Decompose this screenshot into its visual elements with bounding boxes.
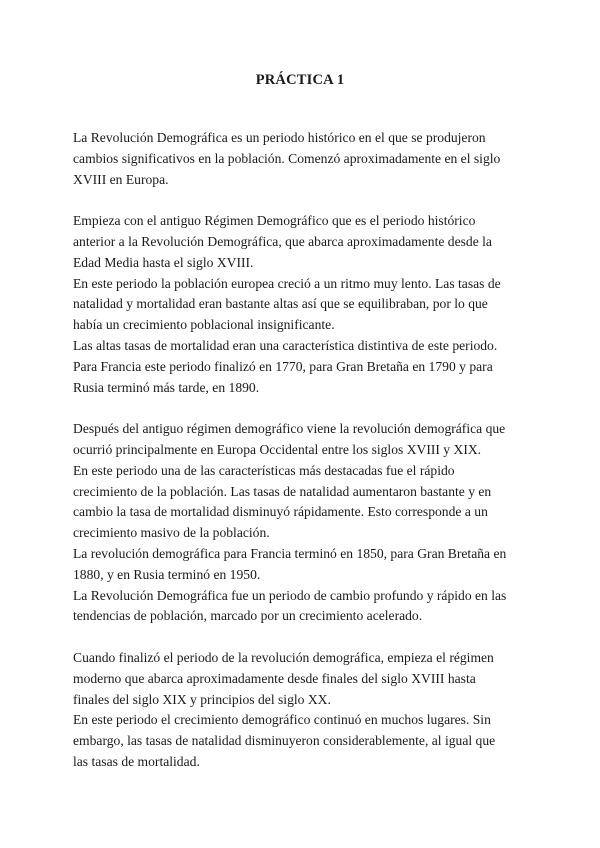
text-line: XVIII en Europa. — [73, 171, 169, 187]
text-line: La Revolución Demográfica fue un periodo de cambio profundo y rápido en las — [73, 587, 507, 603]
document-title: PRÁCTICA 1 — [255, 72, 345, 88]
text-line: En este periodo una de las características más destacadas fue el rápido — [73, 462, 455, 478]
text-line: Rusia terminó más tarde, en 1890. — [73, 379, 260, 395]
document-body — [73, 128, 533, 794]
text-line: tendencias de población, marcado por un crecimiento acelerado. — [73, 608, 423, 624]
paragraph-3 — [73, 419, 533, 627]
text-line: moderno que abarca aproximadamente desde finales del siglo XVIII hasta — [73, 670, 476, 686]
text-line: embargo, las tasas de natalidad disminuyeron considerablemente, al igual que — [73, 733, 496, 749]
text-line: natalidad y mortalidad eran bastante altas así que se equilibraban, por lo que — [73, 296, 488, 312]
text-line: ocurrió principalmente en Europa Occidental entre los siglos XVIII y XIX. — [73, 441, 482, 457]
text-line: cambios significativos en la población. Comenzó aproximadamente en el siglo — [73, 150, 501, 166]
text-line: finales del siglo XIX y principios del siglo XX. — [73, 691, 331, 707]
text-line: crecimiento masivo de la población. — [73, 525, 270, 541]
text-line: crecimiento de la población. Las tasas de natalidad aumentaron bastante y en — [73, 483, 492, 499]
text-line: había un crecimiento poblacional insignificante. — [73, 317, 335, 333]
paragraph-2 — [73, 211, 533, 398]
text-line: La Revolución Demográfica es un periodo histórico en el que se produjeron — [73, 130, 486, 145]
text-line: En este periodo la población europea creció a un ritmo muy lento. Las tasas de — [73, 275, 501, 291]
paragraph-4 — [73, 648, 533, 773]
text-line: cambio la tasa de mortalidad disminuyó rápidamente. Esto corresponde a un — [73, 504, 488, 520]
text-line: Edad Media hasta el siglo XVIII. — [73, 254, 254, 270]
text-line: las tasas de mortalidad. — [73, 753, 200, 769]
text-line: anterior a la Revolución Demográfica, que abarca aproximadamente desde la — [73, 233, 492, 249]
paragraph-1 — [73, 128, 533, 190]
text-line: Las altas tasas de mortalidad eran una característica distintiva de este periodo. — [73, 337, 498, 353]
text-line: La revolución demográfica para Francia terminó en 1850, para Gran Bretaña en — [73, 545, 507, 561]
text-line: Para Francia este periodo finalizó en 1770, para Gran Bretaña en 1790 y para — [73, 358, 493, 374]
text-line: Empieza con el antiguo Régimen Demográfico que es el periodo histórico — [73, 213, 476, 229]
text-line: Después del antiguo régimen demográfico viene la revolución demográfica que — [73, 421, 506, 437]
text-line: Cuando finalizó el periodo de la revolución demográfica, empieza el régimen — [73, 649, 494, 665]
text-line: 1880, y en Rusia terminó en 1950. — [73, 566, 261, 582]
text-line: En este periodo el crecimiento demográfico continuó en muchos lugares. Sin — [73, 712, 491, 728]
